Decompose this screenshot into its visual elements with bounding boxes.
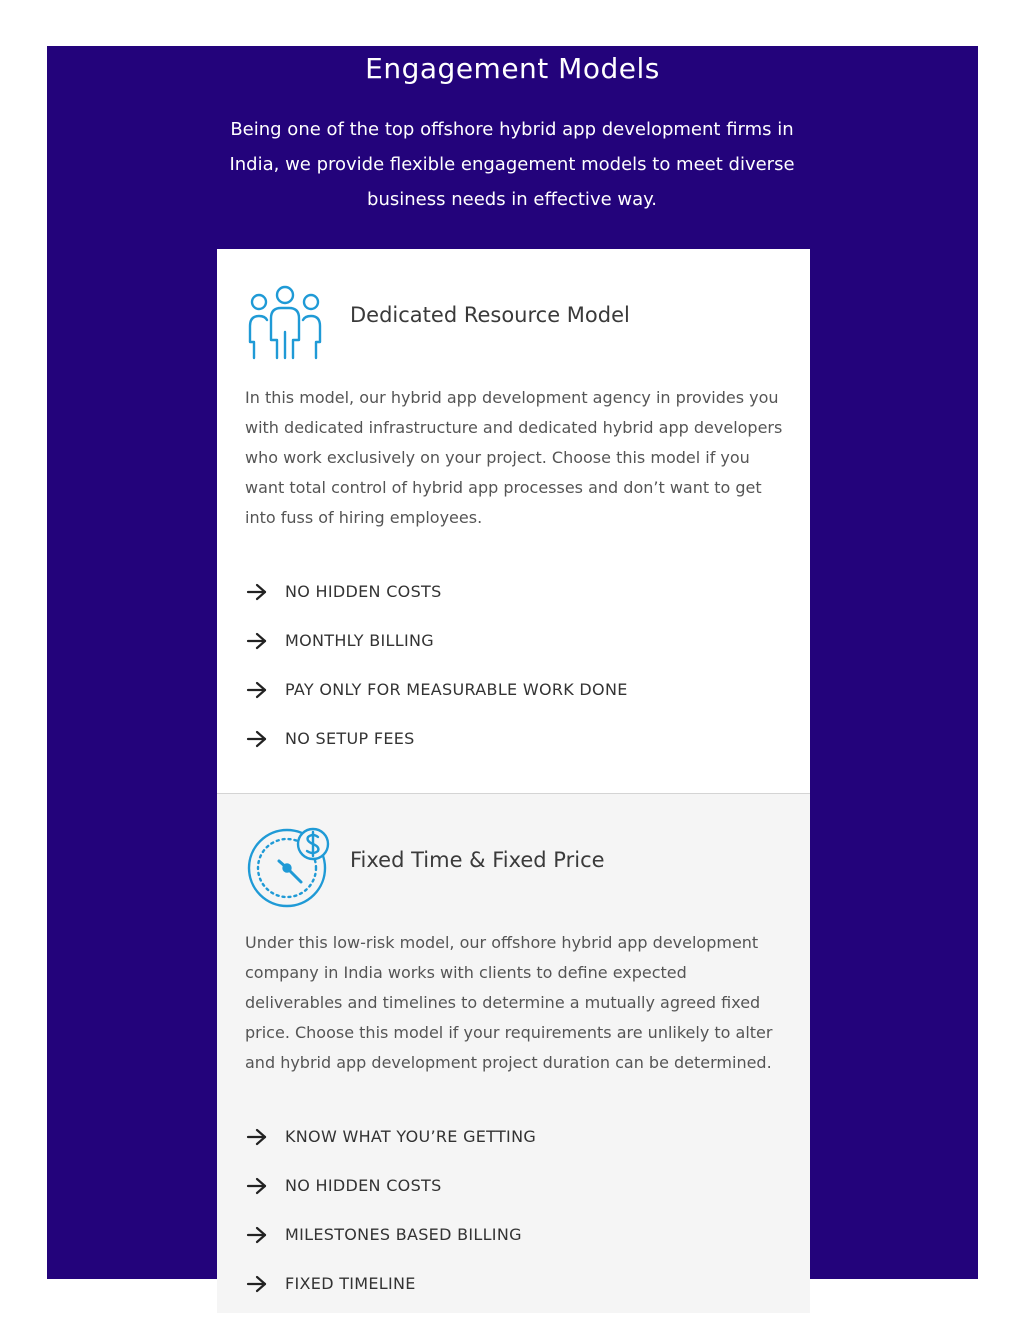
arrow-right-icon	[245, 1127, 269, 1147]
arrow-right-icon	[245, 680, 269, 700]
arrow-right-icon	[245, 1225, 269, 1245]
arrow-right-icon	[245, 582, 269, 602]
model-description: Under this low-risk model, our offshore hybrid app development company in India works with clients to define expected deliverables and timelines to determine a mutually agreed fixed price. Choose this model if your requirements are unlikely to alter and hybrid app development project duration can be determined.	[245, 933, 773, 1072]
feature-label: KNOW WHAT YOU’RE GETTING	[285, 1127, 537, 1146]
feature-list	[245, 567, 628, 763]
feature-item	[245, 714, 628, 763]
arrow-right-icon	[245, 631, 269, 651]
feature-item	[245, 1161, 536, 1210]
feature-item	[245, 567, 628, 616]
feature-item	[245, 616, 628, 665]
model-title: Fixed Time & Fixed Price	[350, 848, 605, 872]
feature-label: NO SETUP FEES	[285, 729, 415, 748]
model-description: In this model, our hybrid app development agency in provides you with dedicated infrastructure and dedicated hybrid app developers who work exclusively on your project. Choose this model if you want total control of hybrid app processes and don’t want to get into fuss of hiring employees.	[245, 388, 783, 527]
feature-item	[245, 1112, 536, 1161]
model-card-dedicated-resource	[217, 249, 810, 794]
feature-label: FIXED TIMELINE	[285, 1274, 416, 1293]
feature-item	[245, 1210, 536, 1259]
feature-label: MILESTONES BASED BILLING	[285, 1225, 522, 1244]
feature-label: NO HIDDEN COSTS	[285, 582, 442, 601]
arrow-right-icon	[245, 729, 269, 749]
feature-label: MONTHLY BILLING	[285, 631, 434, 650]
feature-label: PAY ONLY FOR MEASURABLE WORK DONE	[285, 680, 628, 699]
feature-item	[245, 1259, 536, 1308]
stopwatch-dollar-icon	[247, 824, 333, 908]
arrow-right-icon	[245, 1274, 269, 1294]
arrow-right-icon	[245, 1176, 269, 1196]
model-card-fixed-time-price	[217, 793, 810, 1313]
engagement-models-section	[47, 46, 978, 1293]
feature-list	[245, 1112, 536, 1308]
feature-label: NO HIDDEN COSTS	[285, 1176, 442, 1195]
team-icon	[247, 284, 323, 364]
section-subtitle: Being one of the top offshore hybrid app development firms in India, we provide flexible engagement models to meet diverse business needs in effective way.	[229, 119, 795, 210]
model-title: Dedicated Resource Model	[350, 303, 630, 327]
feature-item	[245, 665, 628, 714]
section-title: Engagement Models	[365, 52, 660, 85]
